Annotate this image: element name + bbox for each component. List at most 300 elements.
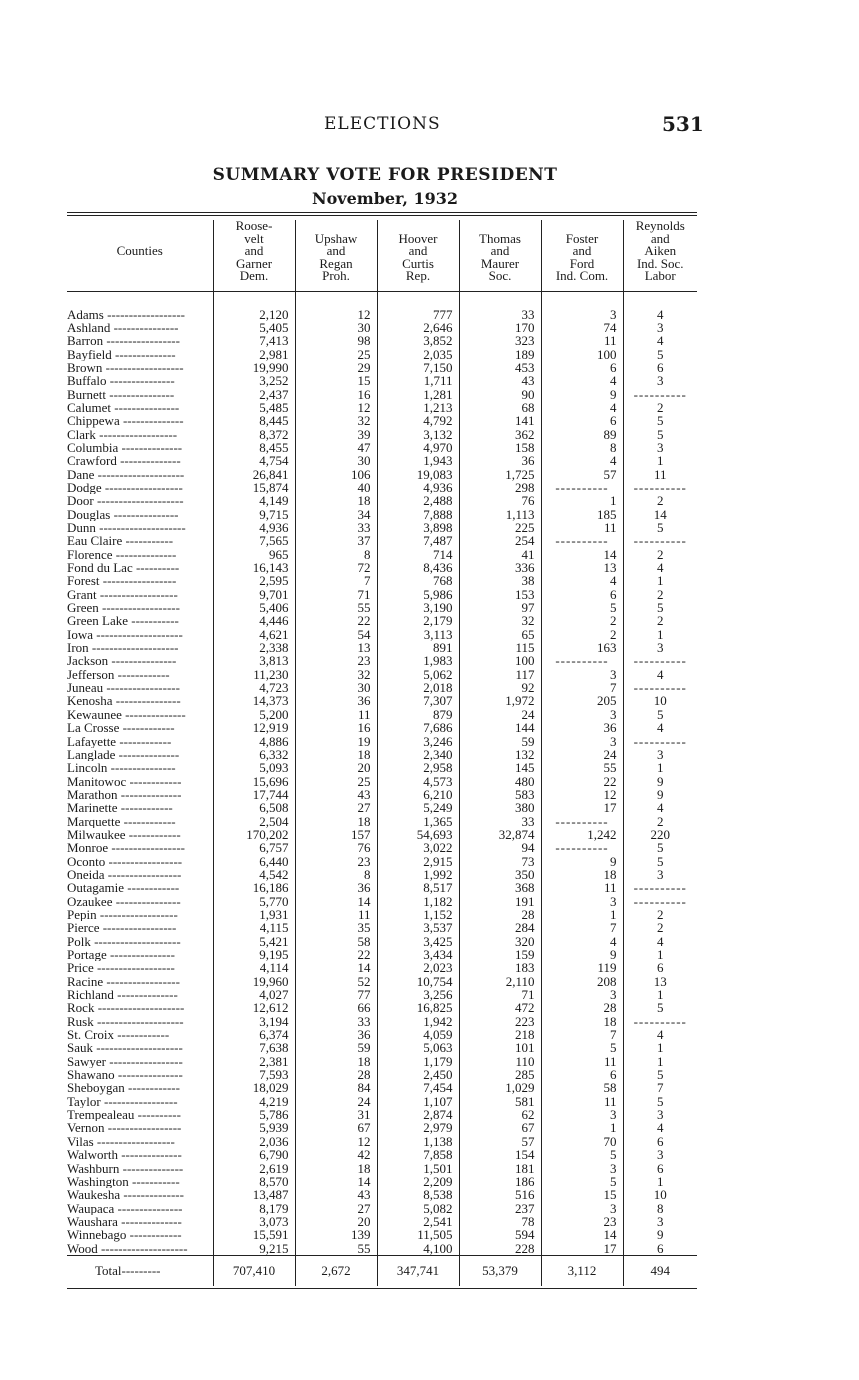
county-name: Grant ------------------: [67, 587, 178, 602]
vote-cell: 2,874: [377, 1108, 459, 1121]
vote-cell: 3,194: [213, 1015, 295, 1028]
county-name: Marinette ------------: [67, 801, 173, 815]
vote-cell: 2: [623, 494, 697, 507]
vote-cell: 52: [295, 975, 377, 988]
vote-cell: 3: [623, 441, 697, 454]
vote-cell: 38: [459, 574, 541, 587]
county-row: [67, 1041, 697, 1054]
county-name: Clark ------------------: [67, 427, 178, 441]
vote-cell: 67: [459, 1121, 541, 1134]
county-row: [67, 1135, 697, 1148]
county-name: Kenosha ---------------: [67, 694, 181, 708]
county-row: [67, 414, 697, 427]
county-row: [67, 868, 697, 881]
county-name: Crawford --------------: [67, 454, 181, 468]
vote-cell: 27: [295, 801, 377, 814]
vote-cell: 13: [541, 561, 623, 574]
vote-cell: 58: [541, 1081, 623, 1094]
county-row: [67, 788, 697, 801]
county-name: Fond du Lac ----------: [67, 561, 180, 575]
vote-cell: 36: [459, 454, 541, 467]
vote-cell: 2,672: [295, 1255, 377, 1286]
vote-cell: 25: [295, 348, 377, 361]
header-line: Counties: [116, 243, 163, 258]
vote-cell: 71: [459, 988, 541, 1001]
vote-cell: 8,372: [213, 428, 295, 441]
vote-cell: 7: [541, 681, 623, 694]
vote-cell: 4,723: [213, 681, 295, 694]
county-name: Lincoln ---------------: [67, 761, 176, 775]
vote-cell: 4,219: [213, 1095, 295, 1108]
total-label: Total---------: [67, 1255, 213, 1286]
header-line: Ford: [569, 255, 595, 271]
county-name: Shawano ---------------: [67, 1068, 183, 1082]
vote-cell: 480: [459, 775, 541, 788]
spacer-cell: [213, 291, 295, 308]
county-name: Dane --------------------: [67, 467, 185, 481]
county-row: [67, 521, 697, 534]
header-line: Hoover: [398, 230, 438, 246]
vote-cell: 139: [295, 1228, 377, 1241]
county-name: Oneida -----------------: [67, 867, 182, 882]
county-name: Columbia --------------: [67, 440, 183, 455]
county-name: Green ------------------: [67, 601, 180, 615]
vote-cell: 76: [295, 841, 377, 854]
vote-cell: 6,757: [213, 841, 295, 854]
vote-cell: 2: [623, 921, 697, 934]
vote-cell: 14: [295, 1175, 377, 1188]
vote-cell: 223: [459, 1015, 541, 1028]
vote-cell: 42: [295, 1148, 377, 1161]
vote-cell: 3,852: [377, 334, 459, 347]
vote-cell: 3: [541, 1108, 623, 1121]
vote-cell: 228: [459, 1242, 541, 1256]
county-name: Trempealeau ----------: [67, 1108, 181, 1122]
county-name: Sawyer -----------------: [67, 1054, 183, 1069]
vote-cell: 5,405: [213, 321, 295, 334]
vote-cell: 5: [623, 708, 697, 721]
vote-cell: 2: [623, 548, 697, 561]
vote-cell: 29: [295, 361, 377, 374]
vote-cell: 37: [295, 534, 377, 547]
county-row: [67, 481, 697, 494]
vote-cell: 6,210: [377, 788, 459, 801]
vote-cell: 347,741: [377, 1255, 459, 1286]
vote-cell: 4: [623, 801, 697, 814]
vote-cell: 583: [459, 788, 541, 801]
county-row: [67, 348, 697, 361]
county-name: Lafayette ------------: [67, 734, 172, 748]
section-title: ELECTIONS: [324, 114, 441, 134]
header-line: Garner: [235, 255, 273, 271]
vote-cell: 4,621: [213, 628, 295, 641]
county-name: Oconto -----------------: [67, 854, 183, 868]
vote-cell: 18: [295, 815, 377, 828]
vote-cell: 2: [623, 614, 697, 627]
vote-cell: 115: [459, 641, 541, 654]
vote-cell: 157: [295, 828, 377, 841]
vote-cell: 6,374: [213, 1028, 295, 1041]
vote-cell: ----------: [541, 815, 623, 828]
county-name: Vernon -----------------: [67, 1121, 182, 1135]
vote-cell: 191: [459, 895, 541, 908]
county-row: [67, 1215, 697, 1228]
vote-cell: 5,063: [377, 1041, 459, 1054]
county-row: [67, 948, 697, 961]
vote-cell: 2,450: [377, 1068, 459, 1081]
vote-cell: 30: [295, 454, 377, 467]
vote-cell: 70: [541, 1135, 623, 1148]
vote-cell: 6,790: [213, 1148, 295, 1161]
vote-cell: 11: [623, 468, 697, 481]
vote-cell: 3,246: [377, 735, 459, 748]
vote-cell: 2: [623, 588, 697, 601]
county-row: [67, 1028, 697, 1041]
vote-cell: 2,958: [377, 761, 459, 774]
vote-cell: 6: [623, 961, 697, 974]
vote-cell: 15,591: [213, 1228, 295, 1241]
vote-cell: 4: [623, 561, 697, 574]
county-name: Barron -----------------: [67, 334, 180, 348]
county-row: [67, 454, 697, 467]
vote-cell: 9,715: [213, 508, 295, 521]
county-row: [67, 401, 697, 414]
header-line: Foster: [565, 230, 599, 246]
vote-cell: 5: [623, 521, 697, 534]
vote-cell: 106: [295, 468, 377, 481]
header-line: Regan: [319, 255, 353, 271]
vote-cell: 3: [541, 308, 623, 321]
county-row: [67, 721, 697, 734]
county-row: [67, 1108, 697, 1121]
vote-cell: 4,115: [213, 921, 295, 934]
vote-cell: 185: [541, 508, 623, 521]
vote-cell: 5: [541, 1148, 623, 1161]
vote-cell: 2,541: [377, 1215, 459, 1228]
header-line: Maurer: [480, 255, 520, 271]
county-row: [67, 588, 697, 601]
header-line: Ind. Com.: [555, 268, 609, 283]
county-name: Washington -----------: [67, 1174, 180, 1189]
county-row: [67, 735, 697, 748]
county-row: [67, 1188, 697, 1201]
county-row: [67, 628, 697, 641]
county-name: Calumet ---------------: [67, 400, 180, 415]
vote-cell: 4: [541, 454, 623, 467]
vote-cell: 1,711: [377, 374, 459, 387]
vote-cell: 20: [295, 1215, 377, 1228]
vote-cell: 1,213: [377, 401, 459, 414]
vote-cell: 28: [295, 1068, 377, 1081]
vote-cell: 145: [459, 761, 541, 774]
county-row: [67, 1081, 697, 1094]
county-row: [67, 534, 697, 547]
vote-cell: 5,986: [377, 588, 459, 601]
county-name: Pepin ------------------: [67, 907, 178, 922]
vote-cell: 5: [541, 1175, 623, 1188]
vote-cell: 1: [623, 988, 697, 1001]
vote-cell: 3,190: [377, 601, 459, 614]
vote-cell: 11: [541, 334, 623, 347]
vote-cell: ----------: [623, 735, 697, 748]
county-name: Door --------------------: [67, 494, 184, 508]
vote-cell: ----------: [623, 654, 697, 667]
vote-cell: 11: [295, 708, 377, 721]
vote-cell: ----------: [541, 654, 623, 667]
vote-cell: 2,036: [213, 1135, 295, 1148]
vote-cell: 16,825: [377, 1001, 459, 1014]
county-name: Waukesha --------------: [67, 1188, 184, 1202]
county-name: Kewaunee --------------: [67, 707, 186, 722]
county-name: Bayfield --------------: [67, 347, 176, 361]
vote-cell: ----------: [623, 895, 697, 908]
county-row: [67, 921, 697, 934]
vote-cell: ----------: [623, 1015, 697, 1028]
vote-cell: 6: [623, 1242, 697, 1256]
vote-cell: 8,517: [377, 881, 459, 894]
vote-cell: 4,542: [213, 868, 295, 881]
header-line: and: [408, 243, 428, 258]
vote-cell: 26,841: [213, 468, 295, 481]
vote-cell: 11,230: [213, 668, 295, 681]
vote-cell: 5,786: [213, 1108, 295, 1121]
county-name: Dodge ------------------: [67, 480, 183, 495]
vote-cell: 7: [541, 1028, 623, 1041]
vote-cell: 3: [541, 988, 623, 1001]
vote-cell: 2,338: [213, 641, 295, 654]
vote-cell: 97: [459, 601, 541, 614]
vote-cell: 4,149: [213, 494, 295, 507]
vote-cell: 1,113: [459, 508, 541, 521]
vote-cell: 1: [541, 908, 623, 921]
vote-cell: 4,027: [213, 988, 295, 1001]
vote-cell: 58: [295, 935, 377, 948]
vote-cell: 2,504: [213, 815, 295, 828]
county-row: [67, 374, 697, 387]
county-row: [67, 1001, 697, 1014]
county-row: [67, 935, 697, 948]
vote-cell: 5: [541, 1041, 623, 1054]
spacer-row: [67, 291, 697, 308]
vote-cell: 47: [295, 441, 377, 454]
vote-cell: 3,073: [213, 1215, 295, 1228]
county-name: Wood --------------------: [67, 1241, 188, 1256]
county-name: Rusk --------------------: [67, 1014, 184, 1029]
county-row: [67, 388, 697, 401]
vote-cell: 19,083: [377, 468, 459, 481]
vote-cell: 2: [541, 614, 623, 627]
vote-cell: 8,436: [377, 561, 459, 574]
vote-cell: 6: [541, 361, 623, 374]
vote-cell: 2: [623, 815, 697, 828]
vote-cell: 2,018: [377, 681, 459, 694]
county-row: [67, 681, 697, 694]
vote-cell: 22: [295, 614, 377, 627]
vote-cell: 3: [541, 1162, 623, 1175]
vote-cell: 4,886: [213, 735, 295, 748]
county-row: [67, 641, 697, 654]
vote-cell: 714: [377, 548, 459, 561]
vote-cell: 12: [295, 1135, 377, 1148]
county-name: Ozaukee ---------------: [67, 894, 181, 908]
county-row: [67, 1228, 697, 1241]
vote-cell: 1: [623, 948, 697, 961]
header-line: Thomas: [479, 230, 521, 246]
county-name: Ashland ---------------: [67, 320, 179, 335]
county-name: Dunn --------------------: [67, 521, 186, 535]
vote-cell: 19: [295, 735, 377, 748]
vote-cell: 189: [459, 348, 541, 361]
vote-cell: 4,059: [377, 1028, 459, 1041]
spacer-cell: [295, 291, 377, 308]
vote-cell: 32: [295, 668, 377, 681]
county-name: Pierce -----------------: [67, 921, 177, 935]
vote-cell: 6: [541, 1068, 623, 1081]
vote-cell: 5: [623, 855, 697, 868]
vote-cell: 57: [459, 1135, 541, 1148]
vote-cell: 3,132: [377, 428, 459, 441]
vote-cell: 1: [541, 1121, 623, 1134]
vote-cell: 18: [541, 1015, 623, 1028]
vote-cell: 4,792: [377, 414, 459, 427]
vote-cell: 41: [459, 548, 541, 561]
header-line: Rep.: [405, 268, 431, 283]
vote-table: [67, 220, 697, 1286]
vote-cell: 8: [295, 868, 377, 881]
vote-cell: 6,440: [213, 855, 295, 868]
vote-cell: 11: [541, 521, 623, 534]
spacer-cell: [377, 291, 459, 308]
vote-cell: 218: [459, 1028, 541, 1041]
header-line: and: [490, 243, 510, 258]
vote-cell: 4,446: [213, 614, 295, 627]
vote-cell: 2,595: [213, 574, 295, 587]
vote-cell: 7,593: [213, 1068, 295, 1081]
county-row: [67, 748, 697, 761]
vote-cell: 36: [295, 1028, 377, 1041]
county-row: [67, 508, 697, 521]
vote-cell: 13: [295, 641, 377, 654]
vote-cell: 43: [295, 788, 377, 801]
header-counties: [67, 220, 213, 291]
vote-cell: 7: [295, 574, 377, 587]
vote-cell: 14: [295, 895, 377, 908]
vote-cell: 1,138: [377, 1135, 459, 1148]
vote-cell: 7,888: [377, 508, 459, 521]
vote-cell: 9: [541, 855, 623, 868]
page-number: 531: [662, 112, 704, 136]
vote-cell: 594: [459, 1228, 541, 1241]
vote-cell: 153: [459, 588, 541, 601]
vote-cell: 7,454: [377, 1081, 459, 1094]
vote-cell: 3: [623, 868, 697, 881]
vote-cell: 5,485: [213, 401, 295, 414]
county-row: [67, 961, 697, 974]
vote-cell: 220: [623, 828, 697, 841]
vote-cell: ----------: [623, 388, 697, 401]
county-name: Taylor -----------------: [67, 1094, 178, 1109]
vote-cell: 3,898: [377, 521, 459, 534]
county-row: [67, 908, 697, 921]
vote-cell: ----------: [541, 841, 623, 854]
vote-cell: 12: [295, 308, 377, 321]
header-line: Proh.: [322, 268, 350, 283]
county-row: [67, 668, 697, 681]
header-upshaw: [295, 220, 377, 291]
vote-cell: 8: [623, 1202, 697, 1215]
vote-cell: 1,501: [377, 1162, 459, 1175]
county-row: [67, 828, 697, 841]
vote-cell: 16,143: [213, 561, 295, 574]
vote-cell: 5,939: [213, 1121, 295, 1134]
vote-cell: 57: [541, 468, 623, 481]
vote-cell: 8,455: [213, 441, 295, 454]
vote-cell: 323: [459, 334, 541, 347]
vote-cell: 119: [541, 961, 623, 974]
header-line: Ind. Soc.: [636, 255, 684, 271]
vote-cell: 16: [295, 721, 377, 734]
vote-cell: 7,307: [377, 694, 459, 707]
top-rule-inner: [67, 215, 697, 216]
vote-cell: 117: [459, 668, 541, 681]
vote-cell: 7,565: [213, 534, 295, 547]
vote-cell: 3,113: [377, 628, 459, 641]
vote-cell: 237: [459, 1202, 541, 1215]
county-name: Racine -----------------: [67, 974, 180, 989]
vote-cell: 453: [459, 361, 541, 374]
vote-cell: 89: [541, 428, 623, 441]
vote-cell: 5,062: [377, 668, 459, 681]
table-title: SUMMARY VOTE FOR PRESIDENT: [212, 165, 558, 185]
vote-cell: 208: [541, 975, 623, 988]
county-row: [67, 694, 697, 707]
vote-cell: 8,445: [213, 414, 295, 427]
vote-cell: 5: [541, 601, 623, 614]
county-row: [67, 1202, 697, 1215]
vote-cell: 36: [295, 881, 377, 894]
vote-cell: 6: [623, 1162, 697, 1175]
vote-cell: 225: [459, 521, 541, 534]
county-row: [67, 468, 697, 481]
vote-cell: 320: [459, 935, 541, 948]
vote-cell: 32: [459, 614, 541, 627]
county-name: Manitowoc ------------: [67, 774, 182, 788]
spacer-cell: [67, 291, 213, 308]
table-heading: [0, 165, 770, 208]
vote-cell: 4: [623, 1121, 697, 1134]
county-row: [67, 975, 697, 988]
vote-cell: 33: [459, 308, 541, 321]
vote-cell: 20: [295, 761, 377, 774]
vote-cell: 1,992: [377, 868, 459, 881]
total-row: [67, 1255, 697, 1286]
vote-cell: 76: [459, 494, 541, 507]
county-row: [67, 1162, 697, 1175]
county-row: [67, 1175, 697, 1188]
vote-cell: 16,186: [213, 881, 295, 894]
vote-cell: 2,120: [213, 308, 295, 321]
vote-cell: 1: [623, 1055, 697, 1068]
vote-cell: 18,029: [213, 1081, 295, 1094]
county-name: Monroe -----------------: [67, 841, 186, 855]
vote-cell: 33: [295, 521, 377, 534]
vote-cell: 1,179: [377, 1055, 459, 1068]
vote-cell: ----------: [623, 881, 697, 894]
vote-cell: 3,252: [213, 374, 295, 387]
vote-cell: 2: [623, 401, 697, 414]
county-name: Portage ---------------: [67, 948, 175, 962]
vote-cell: 4: [623, 1028, 697, 1041]
